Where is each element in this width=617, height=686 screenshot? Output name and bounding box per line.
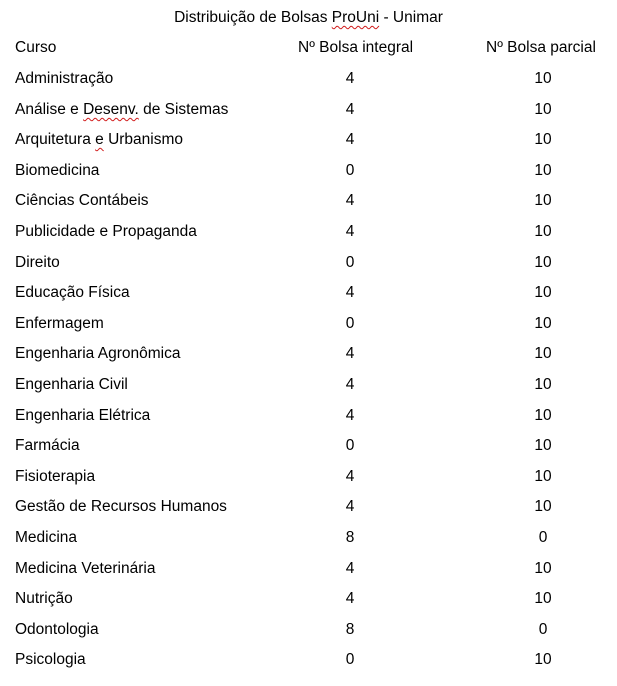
- cell-parcial: 10: [534, 162, 552, 179]
- course-text: Direito: [15, 254, 60, 271]
- table-row: [0, 284, 617, 302]
- title-text-3: - Unimar: [379, 9, 443, 26]
- cell-integral: 4: [345, 70, 355, 87]
- header-integral: Nº Bolsa integral: [298, 39, 414, 56]
- course-text: Análise e: [15, 101, 84, 118]
- cell-course: [15, 651, 86, 669]
- table-row: [0, 407, 617, 425]
- cell-course: [15, 223, 197, 241]
- course-text: Administração: [15, 70, 114, 87]
- cell-integral: 4: [345, 590, 355, 607]
- cell-parcial: 10: [534, 651, 552, 668]
- cell-course: [15, 376, 128, 394]
- table-row: [0, 376, 617, 394]
- cell-course: [15, 621, 99, 639]
- course-text: Farmácia: [15, 437, 80, 454]
- cell-parcial: 10: [534, 254, 552, 271]
- table-row: [0, 315, 617, 333]
- table-row: [0, 223, 617, 241]
- course-text: Biomedicina: [15, 162, 100, 179]
- cell-course: [15, 284, 130, 302]
- course-text: Psicologia: [15, 651, 86, 668]
- cell-integral: 4: [345, 101, 355, 118]
- cell-integral: 8: [345, 529, 355, 546]
- cell-integral: 4: [345, 131, 355, 148]
- course-text: Educação Física: [15, 284, 130, 301]
- cell-parcial: 10: [534, 315, 552, 332]
- table-row: [0, 131, 617, 149]
- cell-parcial: 10: [534, 468, 552, 485]
- cell-parcial: 10: [534, 345, 552, 362]
- table-row: [0, 345, 617, 363]
- table-row: [0, 651, 617, 669]
- course-text: Engenharia Elétrica: [15, 407, 151, 424]
- course-text: Odontologia: [15, 621, 99, 638]
- course-text: Medicina: [15, 529, 78, 546]
- table-row: [0, 192, 617, 210]
- cell-integral: 4: [345, 223, 355, 240]
- course-text: Engenharia Agronômica: [15, 345, 181, 362]
- table-row: [0, 254, 617, 272]
- table-row: [0, 529, 617, 547]
- table-row: [0, 560, 617, 578]
- page-title: [0, 9, 617, 27]
- table-row: [0, 468, 617, 486]
- cell-parcial: 0: [538, 529, 548, 546]
- table-row: [0, 437, 617, 455]
- header-parcial: Nº Bolsa parcial: [486, 39, 596, 56]
- cell-integral: 4: [345, 376, 355, 393]
- cell-course: [15, 560, 155, 578]
- table-row: [0, 70, 617, 88]
- course-text: Nutrição: [15, 590, 73, 607]
- cell-parcial: 10: [534, 284, 552, 301]
- cell-course: [15, 345, 180, 363]
- cell-parcial: 10: [534, 223, 552, 240]
- course-text: Gestão de Recursos Humanos: [15, 498, 227, 515]
- cell-course: [15, 70, 113, 88]
- course-text: Publicidade e Propaganda: [15, 223, 197, 240]
- title-text-2: ProUni: [331, 9, 380, 26]
- cell-course: [15, 590, 73, 608]
- cell-parcial: 10: [534, 101, 552, 118]
- cell-integral: 0: [345, 254, 355, 271]
- cell-parcial: 10: [534, 376, 552, 393]
- table-row: [0, 498, 617, 516]
- cell-course: [15, 437, 80, 455]
- cell-integral: 4: [345, 498, 355, 515]
- cell-integral: 0: [345, 651, 355, 668]
- cell-course: [15, 254, 60, 272]
- cell-course: [15, 192, 149, 210]
- cell-parcial: 10: [534, 70, 552, 87]
- cell-integral: 0: [345, 162, 355, 179]
- cell-course: [15, 407, 150, 425]
- course-text: Urbanismo: [103, 131, 184, 148]
- cell-parcial: 10: [534, 590, 552, 607]
- cell-integral: 4: [345, 284, 355, 301]
- course-text: Engenharia Civil: [15, 376, 128, 393]
- course-text: Ciências Contábeis: [15, 192, 149, 209]
- cell-parcial: 10: [534, 192, 552, 209]
- cell-integral: 4: [345, 192, 355, 209]
- cell-parcial: 0: [538, 621, 548, 638]
- cell-course: [15, 529, 77, 547]
- cell-parcial: 10: [534, 437, 552, 454]
- course-text: Enfermagem: [15, 315, 104, 332]
- table-header: [0, 39, 617, 57]
- cell-parcial: 10: [534, 407, 552, 424]
- cell-course: [15, 498, 227, 516]
- cell-parcial: 10: [534, 560, 552, 577]
- cell-parcial: 10: [534, 131, 552, 148]
- course-text: Desenv.: [83, 101, 139, 118]
- cell-integral: 4: [345, 345, 355, 362]
- cell-course: [15, 468, 95, 486]
- cell-integral: 4: [345, 407, 355, 424]
- cell-integral: 0: [345, 315, 355, 332]
- cell-integral: 4: [345, 560, 355, 577]
- cell-course: [15, 131, 183, 149]
- course-text: e: [95, 131, 104, 148]
- course-text: Medicina Veterinária: [15, 560, 156, 577]
- cell-course: [15, 162, 99, 180]
- header-course: Curso: [15, 39, 57, 56]
- cell-parcial: 10: [534, 498, 552, 515]
- cell-course: [15, 101, 228, 119]
- table-row: [0, 162, 617, 180]
- table-row: [0, 101, 617, 119]
- cell-integral: 8: [345, 621, 355, 638]
- cell-integral: 4: [345, 468, 355, 485]
- cell-integral: 0: [345, 437, 355, 454]
- table-row: [0, 621, 617, 639]
- title-text-1: Distribuição de Bolsas: [174, 9, 332, 26]
- course-text: de Sistemas: [138, 101, 229, 118]
- course-text: Arquitetura: [15, 131, 96, 148]
- course-text: Fisioterapia: [15, 468, 96, 485]
- cell-course: [15, 315, 104, 333]
- table-row: [0, 590, 617, 608]
